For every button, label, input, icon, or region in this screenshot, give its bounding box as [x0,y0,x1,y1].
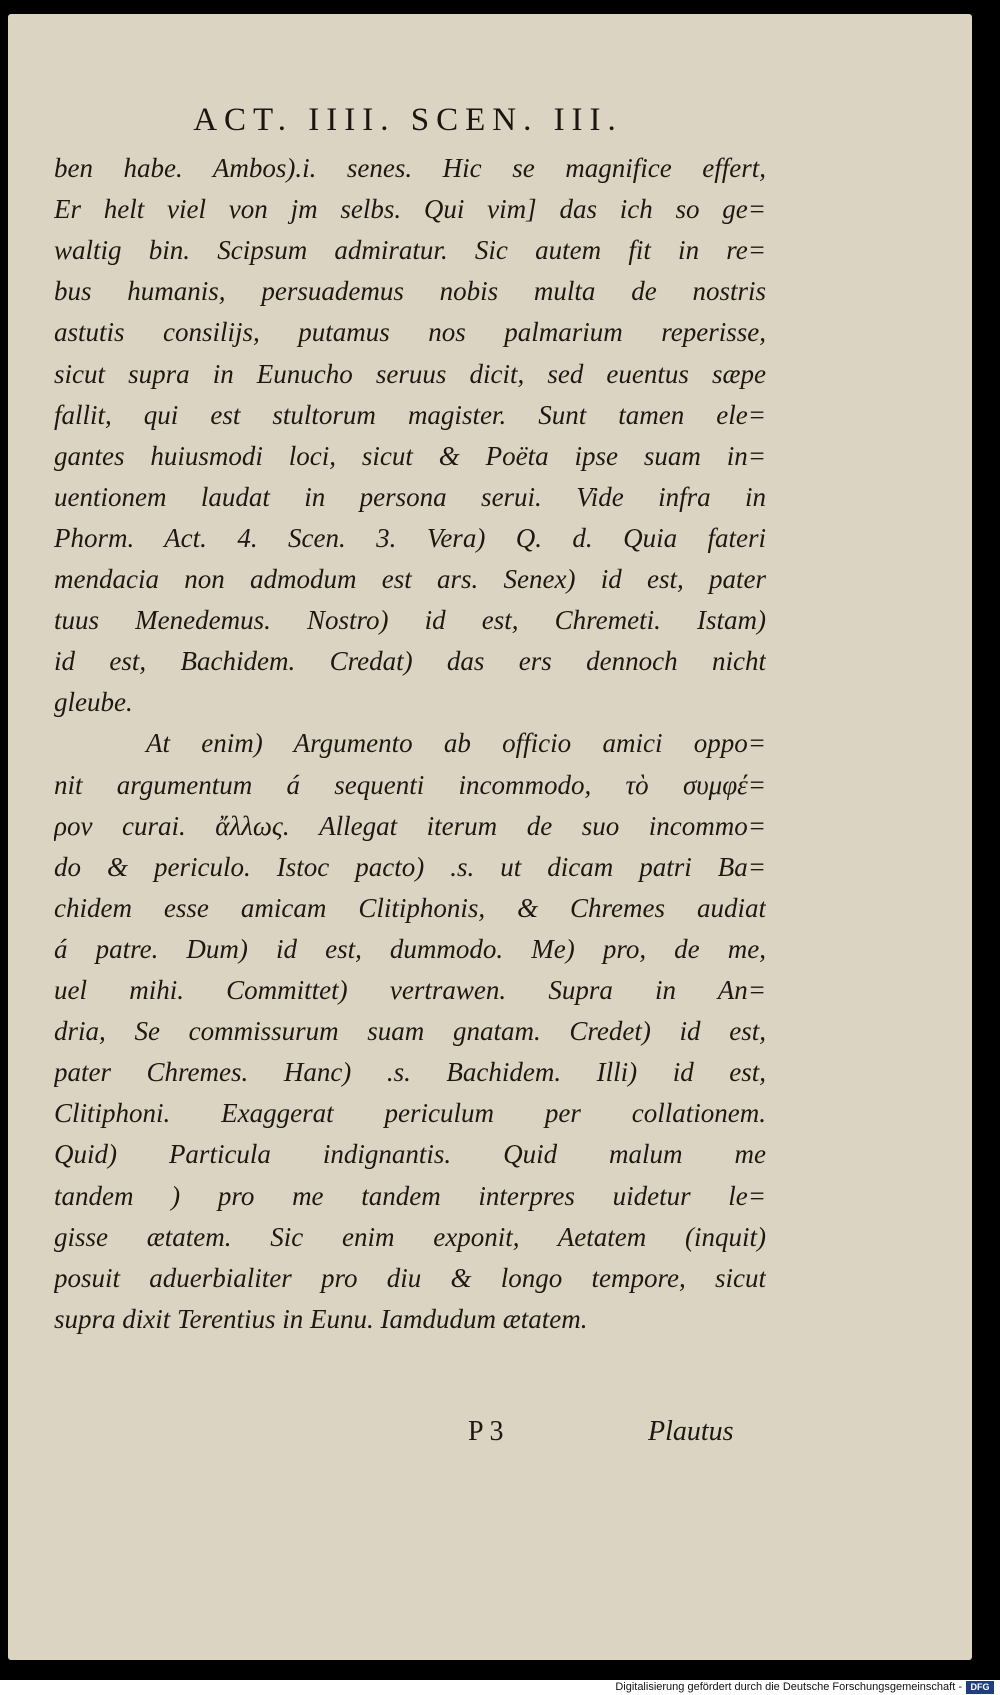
text-line: posuit aduerbialiter pro diu & longo tempore, sicut [54,1263,766,1293]
text-block [8,14,972,1660]
text-line: do & periculo. Istoc pacto) .s. ut dicam patri Ba= [54,852,766,882]
running-head: ACT. IIII. SCEN. III. [193,102,623,138]
text-line: gantes huiusmodi loci, sicut & Poëta ipse suam in= [54,441,766,471]
text-line: ben habe. Ambos).i. senes. Hic se magnifice effert, [54,153,766,183]
text-line: gisse ætatem. Sic enim exponit, Aetatem (inquit) [54,1222,766,1252]
text-line: astutis consilijs, putamus nos palmarium reperisse, [54,317,766,347]
text-line: waltig bin. Scipsum admiratur. Sic autem fit in re= [54,235,766,265]
text-line: mendacia non admodum est ars. Senex) id est, pater [54,564,766,594]
text-line: tandem ) pro me tandem interpres uidetur le= [54,1181,766,1211]
text-line: bus humanis, persuademus nobis multa de nostris [54,276,766,306]
text-line: Clitiphoni. Exaggerat periculum per collationem. [54,1098,766,1128]
text-line: Quid) Particula indignantis. Quid malum me [54,1139,766,1169]
text-line: chidem esse amicam Clitiphonis, & Chremes audiat [54,893,766,923]
text-line: Er helt viel von jm selbs. Qui vim] das ich so ge= [54,194,766,224]
text-line: id est, Bachidem. Credat) das ers dennoch nicht [54,646,766,676]
book-page [8,14,972,1660]
text-line: uel mihi. Committet) vertrawen. Supra in An= [54,975,766,1005]
text-line: fallit, qui est stultorum magister. Sunt tamen ele= [54,400,766,430]
text-line: nit argumentum á sequenti incommodo, τὸ συμφέ= [54,770,766,800]
dfg-logo: DFG [966,1681,994,1694]
credit-text: Digitalisierung gefördert durch die Deutsche Forschungsgemeinschaft - [615,1681,962,1693]
text-line: ρον curai. ἄλλως. Allegat iterum de suo incommo= [54,811,766,841]
text-line: dria, Se commissurum suam gnatam. Credet) id est, [54,1016,766,1046]
text-line: sicut supra in Eunucho seruus dicit, sed euentus sæpe [54,359,766,389]
catchword: Plautus [648,1416,734,1447]
text-line: á patre. Dum) id est, dummodo. Me) pro, de me, [54,934,766,964]
signature-mark: P 3 [468,1416,504,1447]
text-line: At enim) Argumento ab officio amici oppo= [146,728,766,758]
text-line: tuus Menedemus. Nostro) id est, Chremeti. Istam) [54,605,766,635]
text-line: Phorm. Act. 4. Scen. 3. Vera) Q. d. Quia fateri [54,523,766,553]
text-line: uentionem laudat in persona serui. Vide infra in [54,482,766,512]
text-line: supra dixit Terentius in Eunu. Iamdudum ætatem. [54,1304,588,1334]
text-line: gleube. [54,687,133,717]
text-line: pater Chremes. Hanc) .s. Bachidem. Illi) id est, [54,1057,766,1087]
